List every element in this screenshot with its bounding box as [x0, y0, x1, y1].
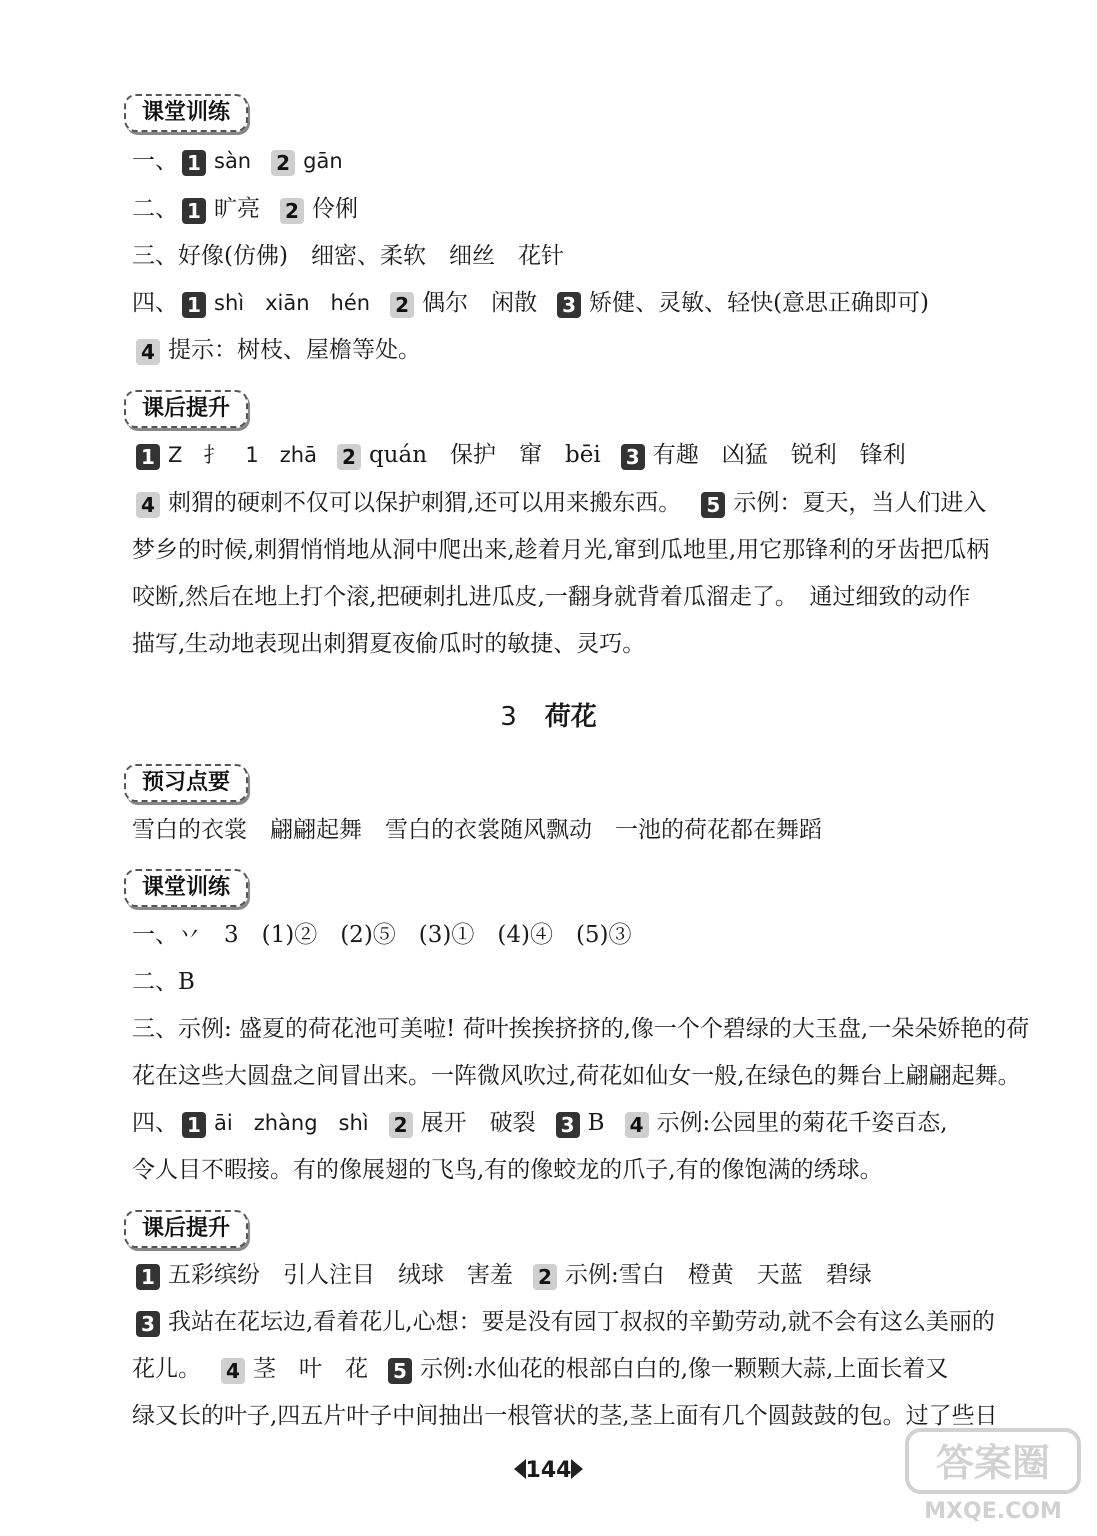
- answer-line: 花儿。 4 茎 叶 花 5 示例:水仙花的根部白白的,像一颗颗大蒜,上面长着又: [132, 1356, 949, 1383]
- answer-line: 三、示例: 盛夏的荷花池可美啦! 荷叶挨挨挤挤的,像一个个碧绿的大玉盘,一朵朵娇艳的荷: [132, 1016, 1030, 1042]
- answer-line: 令人目不暇接。有的像展翅的飞鸟,有的像蛟龙的爪子,有的像饱满的绣球。: [132, 1157, 883, 1183]
- answer-line: 梦乡的时候,刺猬悄悄地从洞中爬出来,趁着月光,窜到瓜地里,用它那锋利的牙齿把瓜柄: [132, 537, 990, 563]
- answer-line: 一、 1 sàn 2 gān: [132, 148, 343, 175]
- number-badge: 2: [390, 292, 414, 318]
- number-badge: 4: [136, 339, 160, 365]
- number-badge: 2: [389, 1112, 413, 1138]
- lesson-title: [0, 696, 1097, 733]
- number-badge: 3: [136, 1311, 160, 1337]
- lesson-number: 3: [500, 702, 517, 732]
- number-badge: 1: [136, 1264, 160, 1290]
- number-badge: 2: [337, 444, 361, 470]
- arrow-right-icon: [571, 1459, 583, 1479]
- number-badge: 3: [621, 444, 645, 470]
- number-badge: 3: [556, 1112, 580, 1138]
- section-tag-after-class: 课后提升: [124, 390, 248, 428]
- number-badge: 1: [182, 198, 206, 224]
- section-tag-classroom-training: 课堂训练: [124, 94, 248, 132]
- answer-line: 4 提示：树枝、屋檐等处。: [132, 335, 1027, 365]
- page-number: 144: [0, 1458, 1097, 1483]
- number-badge: 1: [182, 1112, 206, 1138]
- answer-line: 雪白的衣裳 翩翩起舞 雪白的衣裳随风飘动 一池的荷花都在舞蹈: [132, 817, 822, 843]
- number-badge: 5: [701, 492, 725, 518]
- answer-line: 描写,生动地表现出刺猬夏夜偷瓜时的敏捷、灵巧。: [132, 631, 646, 657]
- number-badge: 4: [625, 1112, 649, 1138]
- lesson-name: 荷花: [544, 702, 597, 732]
- section-tag-preview-points: 预习点要: [124, 764, 248, 802]
- answer-line: 4 刺猬的硬刺不仅可以保护刺猬,还可以用来搬东西。 5 示例：夏天，当人们进入: [132, 488, 1027, 518]
- number-badge: 2: [280, 198, 304, 224]
- section-tag-after-class: 课后提升: [124, 1210, 248, 1248]
- answer-line: 1 Z 扌 1 zhā 2 quán 保护 窜 bēi 3 有趣 凶猛 锐利 锋利: [132, 440, 1027, 470]
- arrow-left-icon: [514, 1459, 526, 1479]
- svg-text:答案圈: 答案圈: [935, 1441, 1051, 1485]
- number-badge: 2: [271, 150, 295, 176]
- number-badge: 4: [136, 492, 160, 518]
- answer-line: 1 五彩缤纷 引人注目 绒球 害羞 2 示例:雪白 橙黄 天蓝 碧绿: [132, 1260, 1027, 1290]
- answer-line: 四、 1 shì xiān hén 2 偶尔 闲散 3 矫健、灵敏、轻快(意思正确即可): [132, 290, 930, 317]
- answer-line: 3 我站在花坛边,看着花儿,心想：要是没有园丁叔叔的辛勤劳动,就不会有这么美丽的: [132, 1307, 1027, 1337]
- svg-text:MXQE.COM: MXQE.COM: [924, 1499, 1062, 1524]
- section-tag-classroom-training: 课堂训练: [124, 869, 248, 907]
- number-badge: 5: [388, 1358, 412, 1384]
- answer-line: 二、B: [132, 969, 195, 995]
- number-badge: 4: [221, 1358, 245, 1384]
- number-badge: 1: [182, 150, 206, 176]
- answer-line: 二、 1 旷亮 2 伶俐: [132, 196, 358, 223]
- answer-line: 四、 1 āi zhàng shì 2 展开 破裂 3 B 4 示例:公园里的菊花千姿百态,: [132, 1110, 948, 1137]
- number-badge: 2: [533, 1264, 557, 1290]
- answer-line: 咬断,然后在地上打个滚,把硬刺扎进瓜皮,一翻身就背着瓜溜走了。 通过细致的动作: [132, 584, 971, 610]
- number-badge: 3: [557, 292, 581, 318]
- answer-line: 一、丷 3 (1)② (2)⑤ (3)① (4)④ (5)③: [132, 922, 632, 948]
- answer-line: 三、好像(仿佛) 细密、柔软 细丝 花针: [132, 243, 564, 269]
- number-badge: 1: [136, 444, 160, 470]
- answer-line: 花在这些大圆盘之间冒出来。一阵微风吹过,荷花如仙女一般,在绿色的舞台上翩翩起舞。: [132, 1063, 1021, 1089]
- answer-line: 绿又长的叶子,四五片叶子中间抽出一根管状的茎,茎上面有几个圆鼓鼓的包。过了些日: [132, 1403, 998, 1429]
- watermark-logo: [903, 1426, 1083, 1526]
- number-badge: 1: [182, 292, 206, 318]
